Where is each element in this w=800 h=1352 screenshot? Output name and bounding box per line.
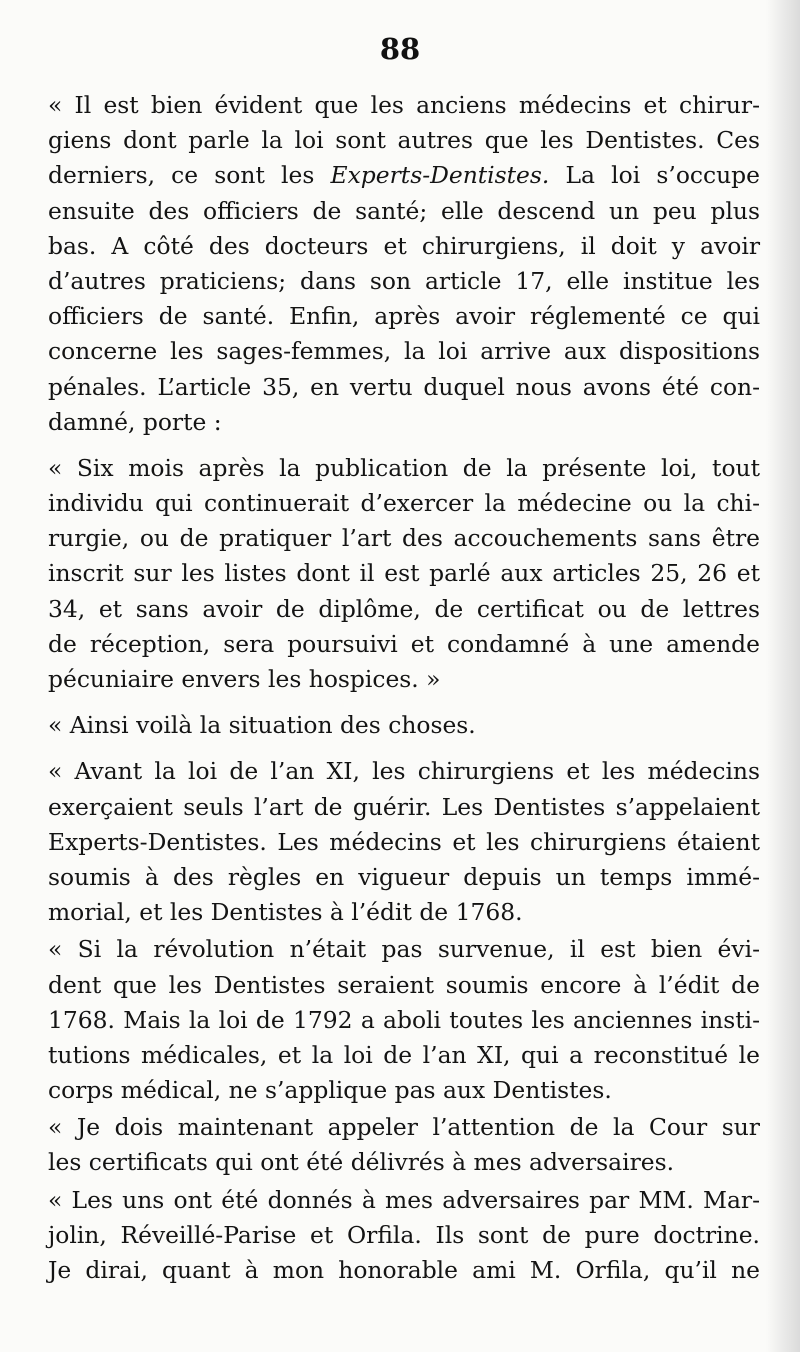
paragraph-gap — [48, 440, 760, 451]
text-line: « Avant la loi de l’an XI, les chirurgiens et les médecins — [48, 757, 760, 786]
paragraph — [48, 708, 760, 743]
text-line: Je dirai, quant à mon honorable ami M. Orfila, qu’il ne — [48, 1256, 760, 1284]
text-line: Experts-Dentistes. Les médecins et les chirurgiens étaient — [48, 827, 760, 856]
text-line-segment: derniers, ce sont les — [48, 161, 331, 190]
paragraph — [48, 1110, 760, 1180]
page-edge-shadow — [766, 0, 800, 1352]
text-line: inscrit sur les listes dont il est parlé aux articles 25, 26 et — [48, 559, 760, 588]
text-line: « Je dois maintenant appeler l’attention de la Cour sur — [48, 1113, 760, 1142]
text-line: concerne les sages-femmes, la loi arrive aux dispositions — [48, 337, 760, 366]
paragraph-gap — [48, 743, 760, 754]
text-line: « Les uns ont été donnés à mes adversaires par MM. Mar- — [48, 1185, 760, 1214]
text-line: dent que les Dentistes seraient soumis encore à l’édit de — [48, 970, 760, 999]
text-line: « Six mois après la publication de la présente loi, tout — [48, 453, 760, 482]
italic-term: Experts-Dentistes. — [330, 161, 550, 190]
text-line: damné, porte : — [48, 407, 222, 436]
text-line: bas. A côté des docteurs et chirurgiens, il doit y avoir — [48, 231, 760, 260]
paragraph — [48, 932, 760, 1108]
text-line: les certificats qui ont été délivrés à mes adversaires. — [48, 1148, 675, 1177]
text-line: pécuniaire envers les hospices. » — [48, 665, 441, 693]
text-line: jolin, Réveillé-Parise et Orfila. Ils sont de pure doctrine. — [48, 1220, 760, 1249]
text-line: corps médical, ne s’applique pas aux Dentistes. — [48, 1076, 612, 1105]
body-text — [48, 88, 760, 1288]
text-line: giens dont parle la loi sont autres que les Dentistes. Ces — [48, 126, 760, 155]
text-line: « Ainsi voilà la situation des choses. — [48, 711, 476, 740]
page-number: 88 — [379, 32, 421, 66]
text-line: 34, et sans avoir de diplôme, de certificat ou de lettres — [48, 594, 760, 623]
text-line: « Si la révolution n’était pas survenue, il est bien évi- — [48, 935, 760, 964]
text-line: soumis à des règles en vigueur depuis un temps immé- — [48, 862, 760, 891]
text-line: d’autres praticiens; dans son article 17, elle institue les — [48, 266, 760, 295]
paragraph-gap — [48, 697, 760, 708]
text-line — [48, 158, 760, 193]
paragraph — [48, 1183, 760, 1289]
text-line: de réception, sera poursuivi et condamné à une amende — [48, 629, 760, 658]
text-line: individu qui continuerait d’exercer la médecine ou la chi- — [48, 489, 760, 518]
paragraph — [48, 88, 760, 440]
text-line: ensuite des officiers de santé; elle descend un peu plus — [48, 196, 760, 225]
text-line: exerçaient seuls l’art de guérir. Les Dentistes s’appelaient — [48, 792, 760, 821]
text-line: « Il est bien évident que les anciens médecins et chirur- — [48, 91, 760, 119]
text-line-segment: La loi s’occupe — [549, 161, 760, 190]
text-line: pénales. L’article 35, en vertu duquel nous avons été con- — [48, 372, 760, 401]
paragraph — [48, 451, 760, 697]
text-line: tutions médicales, et la loi de l’an XI, qui a reconstitué le — [48, 1040, 760, 1069]
paragraph — [48, 754, 760, 930]
text-line: rurgie, ou de pratiquer l’art des accouchements sans être — [48, 524, 760, 553]
text-line: officiers de santé. Enfin, après avoir réglementé ce qui — [48, 302, 760, 331]
text-line: morial, et les Dentistes à l’édit de 1768. — [48, 898, 523, 927]
text-line: 1768. Mais la loi de 1792 a aboli toutes les anciennes insti- — [48, 1005, 760, 1034]
